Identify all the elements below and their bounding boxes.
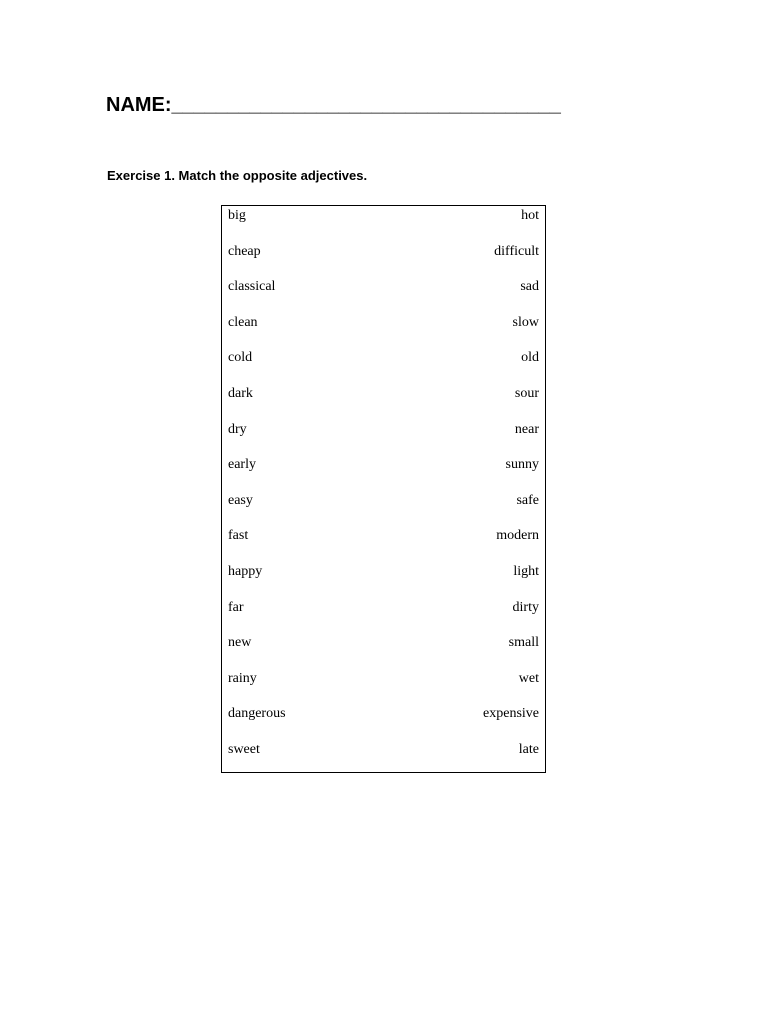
word-pair-row xyxy=(222,669,545,689)
right-adjective: slow xyxy=(512,314,539,330)
right-adjective: sad xyxy=(520,279,539,295)
left-adjective: cheap xyxy=(228,243,261,259)
left-adjective: clean xyxy=(228,314,258,330)
left-adjective: dark xyxy=(228,386,253,401)
left-adjective: new xyxy=(228,635,252,651)
right-adjective: hot xyxy=(521,208,539,223)
right-adjective: modern xyxy=(496,528,539,544)
name-field xyxy=(106,91,561,119)
left-adjective: big xyxy=(228,208,246,223)
right-adjective: safe xyxy=(516,492,539,508)
word-pair-row xyxy=(222,384,545,404)
word-pair-row xyxy=(222,598,545,618)
word-pair-row xyxy=(222,455,545,475)
word-pair-row xyxy=(222,313,545,333)
left-adjective: early xyxy=(228,457,256,473)
word-pair-row xyxy=(222,526,545,546)
right-adjective: wet xyxy=(518,670,539,686)
right-adjective: sunny xyxy=(505,457,539,473)
word-pair-row xyxy=(222,277,545,297)
word-pair-row xyxy=(222,348,545,368)
right-adjective: small xyxy=(508,635,539,651)
left-adjective: far xyxy=(228,599,244,615)
word-pair-row xyxy=(222,562,545,582)
word-pair-row xyxy=(222,704,545,724)
left-adjective: fast xyxy=(228,528,249,544)
word-pair-row xyxy=(222,206,545,226)
word-pair-row xyxy=(222,420,545,440)
left-adjective: happy xyxy=(228,564,263,579)
right-adjective: late xyxy=(518,742,539,757)
word-pair-row xyxy=(222,740,545,760)
right-adjective: difficult xyxy=(494,243,539,259)
left-adjective: rainy xyxy=(228,670,257,686)
adjective-matching-box xyxy=(221,205,546,773)
left-adjective: dangerous xyxy=(228,706,286,722)
left-adjective: cold xyxy=(228,350,253,366)
left-adjective: classical xyxy=(228,279,276,295)
right-adjective: sour xyxy=(514,386,539,401)
word-pair-row xyxy=(222,633,545,653)
right-adjective: dirty xyxy=(512,599,539,615)
name-blank-line[interactable]: ___________________________________ xyxy=(171,94,561,116)
word-pair-row xyxy=(222,491,545,511)
right-adjective: near xyxy=(514,421,539,437)
left-adjective: sweet xyxy=(228,742,260,757)
left-adjective: dry xyxy=(228,421,247,437)
word-pair-row xyxy=(222,242,545,262)
right-adjective: expensive xyxy=(483,706,539,722)
left-adjective: easy xyxy=(228,492,253,508)
exercise-title: Exercise 1. Match the opposite adjectives. xyxy=(107,168,368,183)
right-adjective: light xyxy=(513,564,539,579)
right-adjective: old xyxy=(521,350,539,366)
name-label: NAME: xyxy=(106,94,172,116)
